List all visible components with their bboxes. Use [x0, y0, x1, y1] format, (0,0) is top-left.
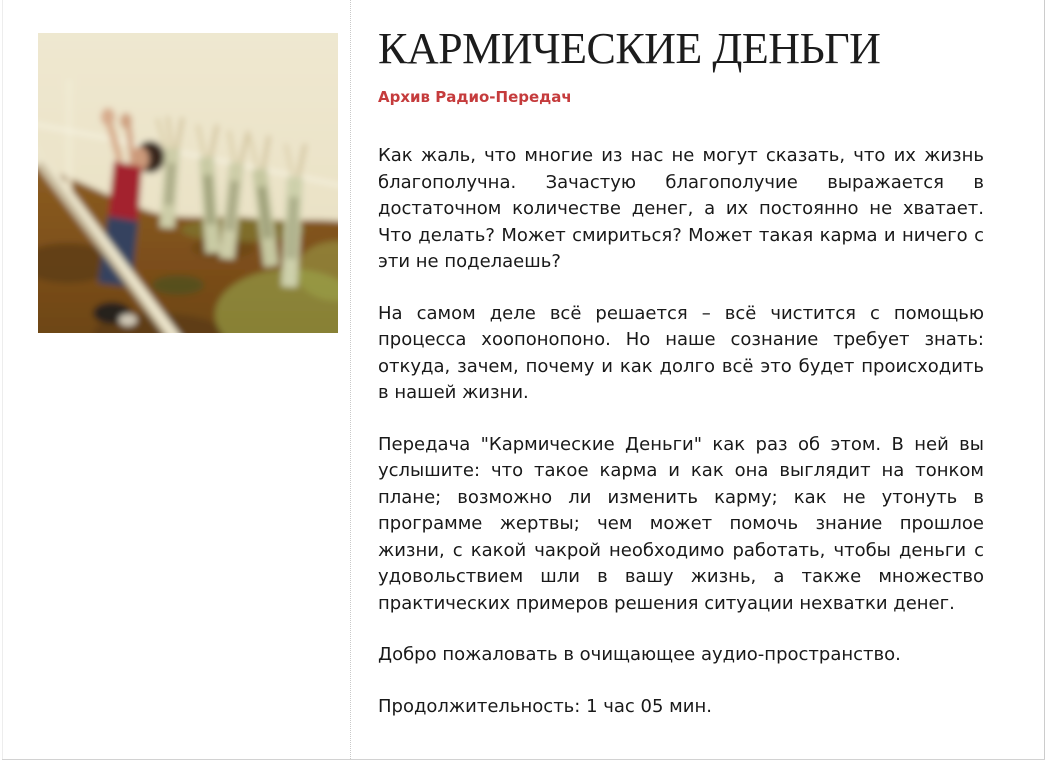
paragraph-hooponopono: На самом деле всё решается – всё чистится с помощью процесса хоопонопоно. Но наше сознание требует знать: откуда, зачем, почему и как долго всё это будет происходить в нашей жизни. [378, 302, 984, 403]
money-clothesline-photo [38, 33, 338, 333]
page-left-border [2, 0, 3, 760]
paragraph-welcome: Добро пожаловать в очищающее аудио-пространство. [378, 644, 901, 665]
paragraph-program-description: Передача "Кармические Деньги" как раз об этом. В ней вы услышите: что такое карма и как она выглядит на тонком плане; возможно ли изменить карму; как не утонуть в программе жертвы; чем может помочь знание прошлое жизни, с какой чакрой необходимо работать, чтобы деньги с удовольствием шли в вашу жизнь, а также множество практических примеров решения ситуации нехватки денег. [378, 433, 984, 614]
page-title: КАРМИЧЕСКИЕ ДЕНЬГИ [378, 24, 881, 73]
paragraph-intro: Как жаль, что многие из нас не могут сказать, что их жизнь благополучна. Зачастую благополучие выражается в достаточном количестве денег, а их постоянно не хватает. Что делать? Может смириться? Может такая карма и ничего с эти не поделаешь? [378, 145, 984, 272]
photo-pole [66, 79, 72, 201]
column-divider [350, 0, 351, 759]
article-column [378, 0, 984, 745]
article-photo [38, 33, 338, 333]
page-right-border [1044, 0, 1045, 760]
paragraph-duration: Продолжительность: 1 час 05 мин. [378, 695, 712, 717]
photo-scene [38, 33, 338, 333]
page-bottom-border [2, 759, 1045, 760]
archive-link[interactable]: Архив Радио-Передач [378, 88, 572, 106]
